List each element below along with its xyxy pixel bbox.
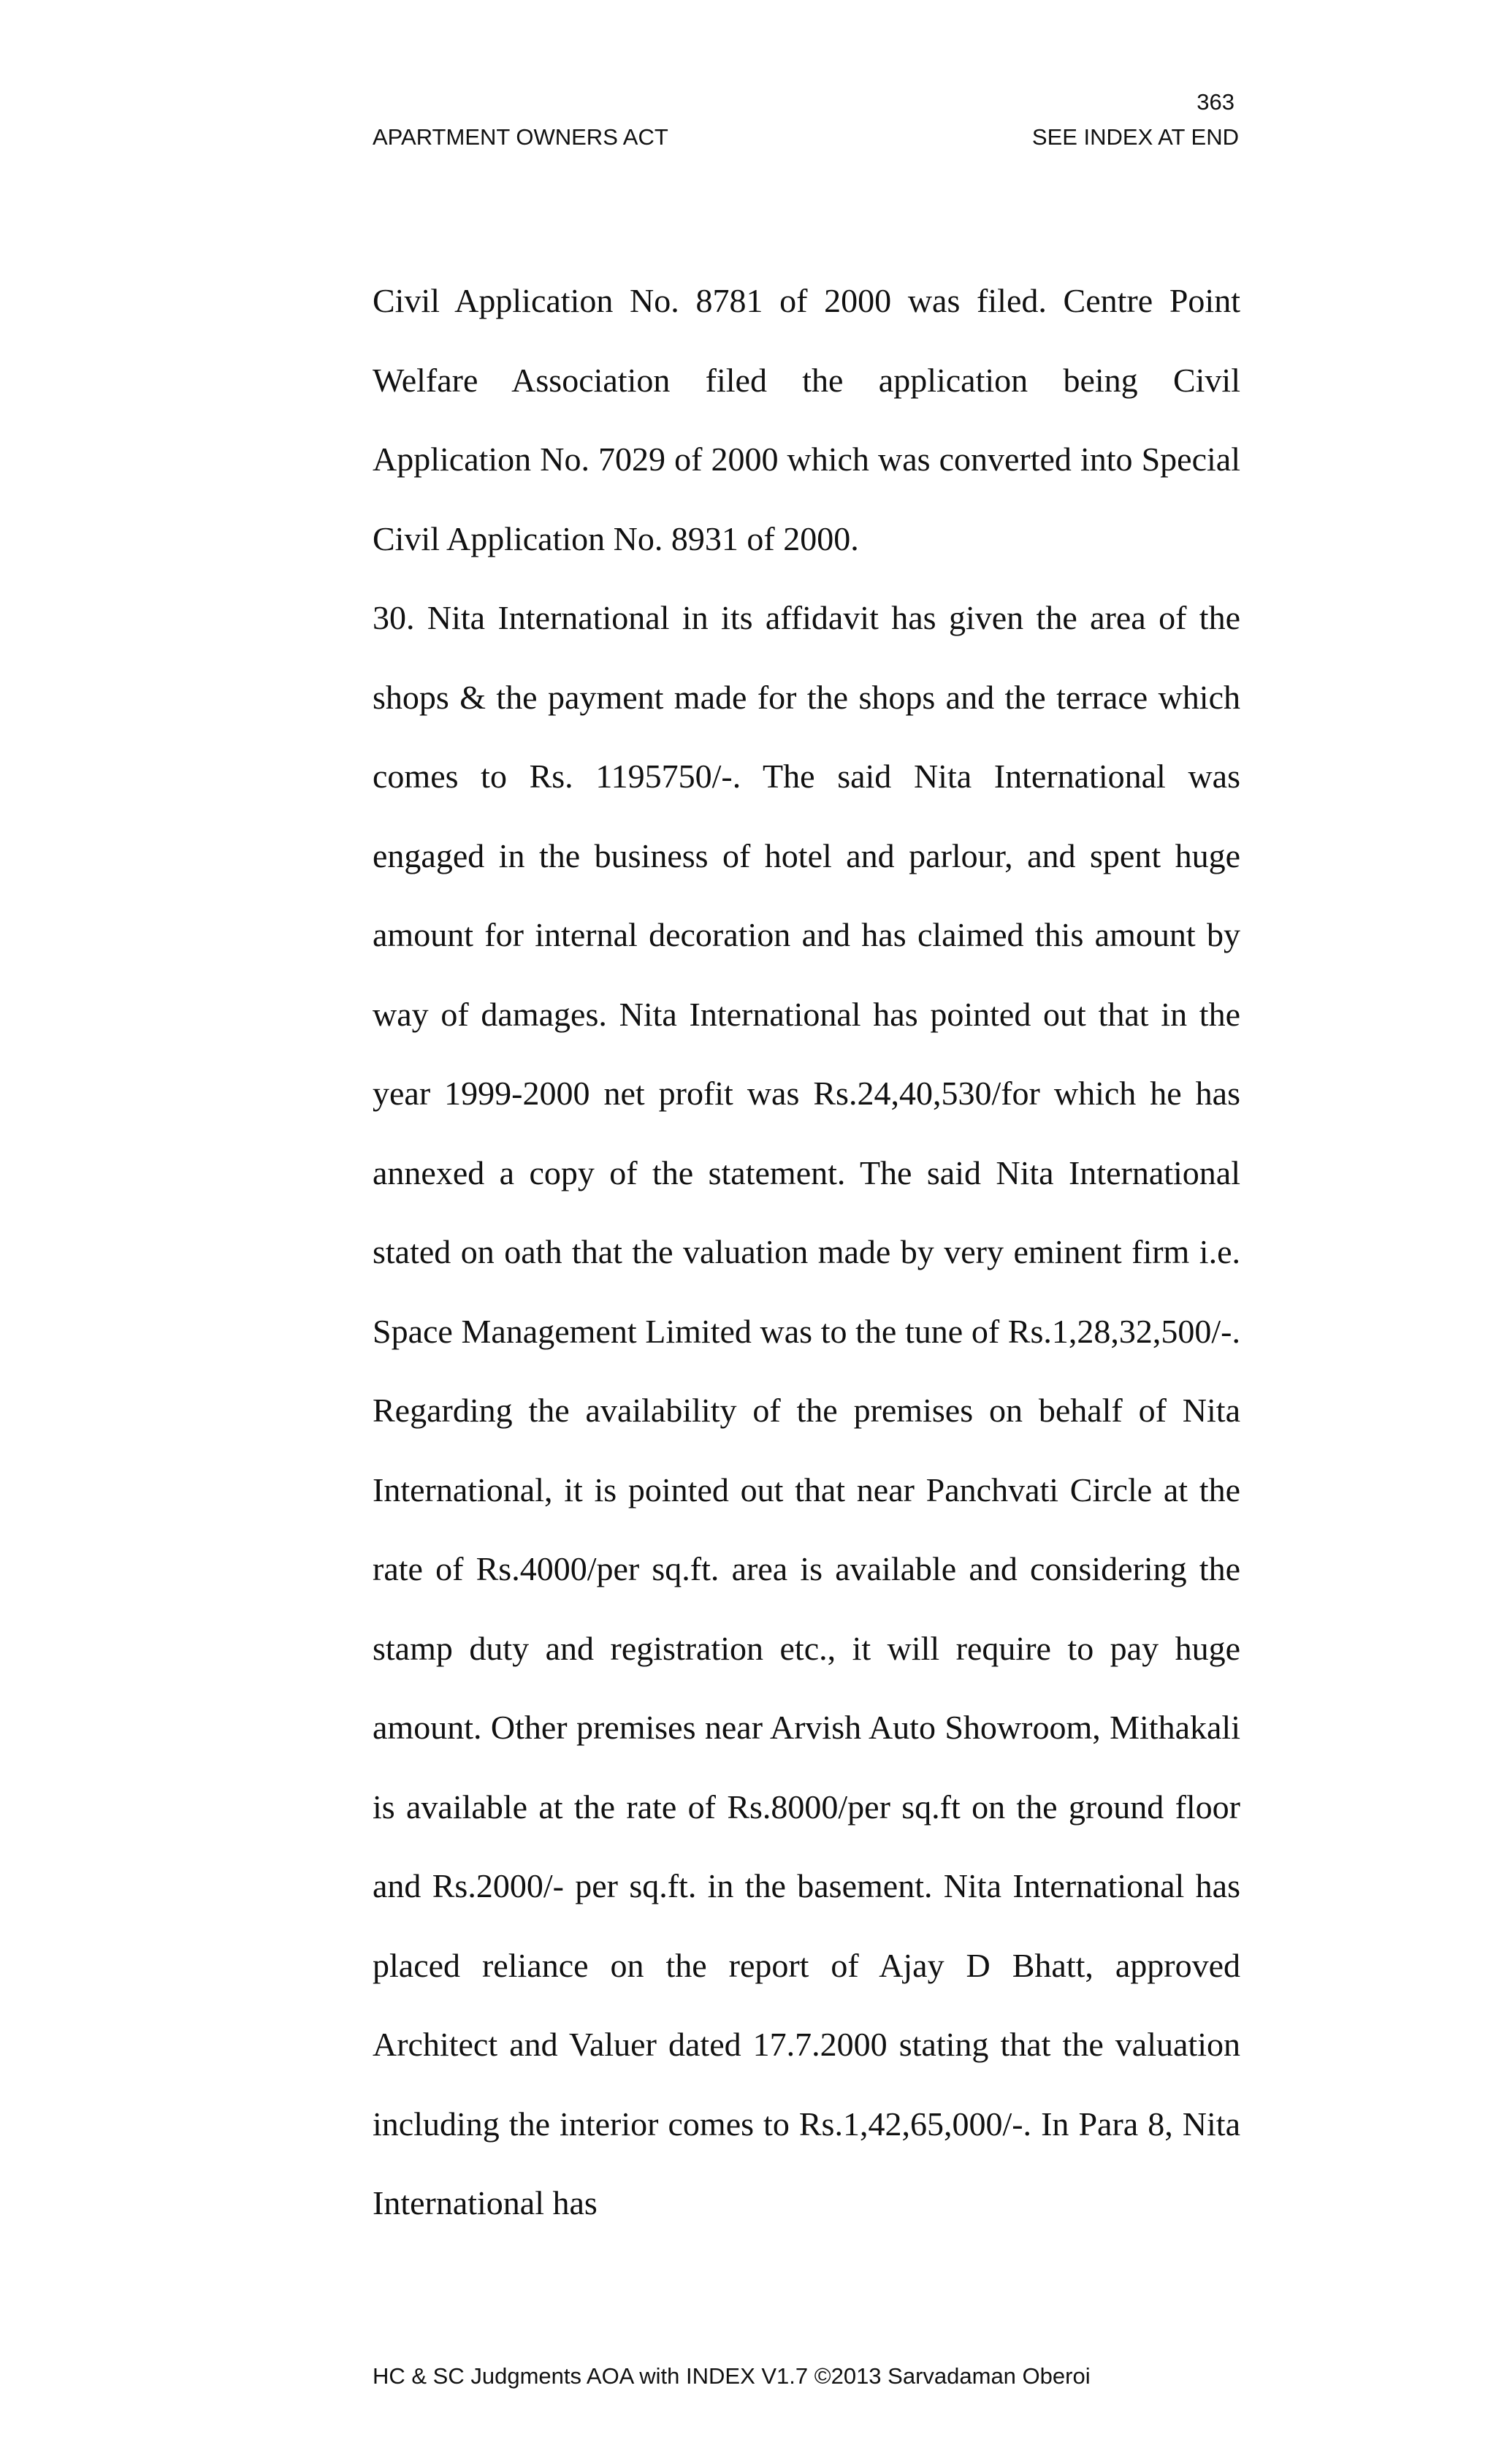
- paragraph-30: 30. Nita International in its affidavit has given the area of the shops & the payment made for the shops and the terrace which comes to Rs. 1195750/-. The said Nita International was engaged in the business of hotel and parlour, and spent huge amount for internal decoration and has claimed this amount by way of damages. Nita International has pointed out that in the year 1999-2000 net profit was Rs.24,40,530/for which he has annexed a copy of the statement. The said Nita International stated on oath that the valuation made by very eminent firm i.e. Space Management Limited was to the tune of Rs.1,28,32,500/-. Regarding the availability of the premises on behalf of Nita International, it is pointed out that near Panchvati Circle at the rate of Rs.4000/per sq.ft. area is available and considering the stamp duty and registration etc., it will require to pay huge amount. Other premises near Arvish Auto Showroom, Mithakali is available at the rate of Rs.8000/per sq.ft on the ground floor and Rs.2000/- per sq.ft. in the basement. Nita International has placed reliance on the report of Ajay D Bhatt, approved Architect and Valuer dated 17.7.2000 stating that the valuation including the interior comes to Rs.1,42,65,000/-. In Para 8, Nita International has: [373, 599, 1240, 2221]
- running-header-index-note: SEE INDEX AT END: [1031, 124, 1239, 150]
- running-header-title: APARTMENT OWNERS ACT: [373, 124, 668, 150]
- page-number: 363: [1197, 89, 1234, 115]
- page-footer: HC & SC Judgments AOA with INDEX V1.7 ©2013 Sarvadaman Oberoi: [373, 2363, 1091, 2389]
- paragraph-continuation: Civil Application No. 8781 of 2000 was filed. Centre Point Welfare Association filed the application being Civil Application No. 7029 of 2000 which was converted into Special Civil Application No. 8931 of 2000.: [373, 282, 1240, 557]
- judgment-body: [373, 262, 1240, 2243]
